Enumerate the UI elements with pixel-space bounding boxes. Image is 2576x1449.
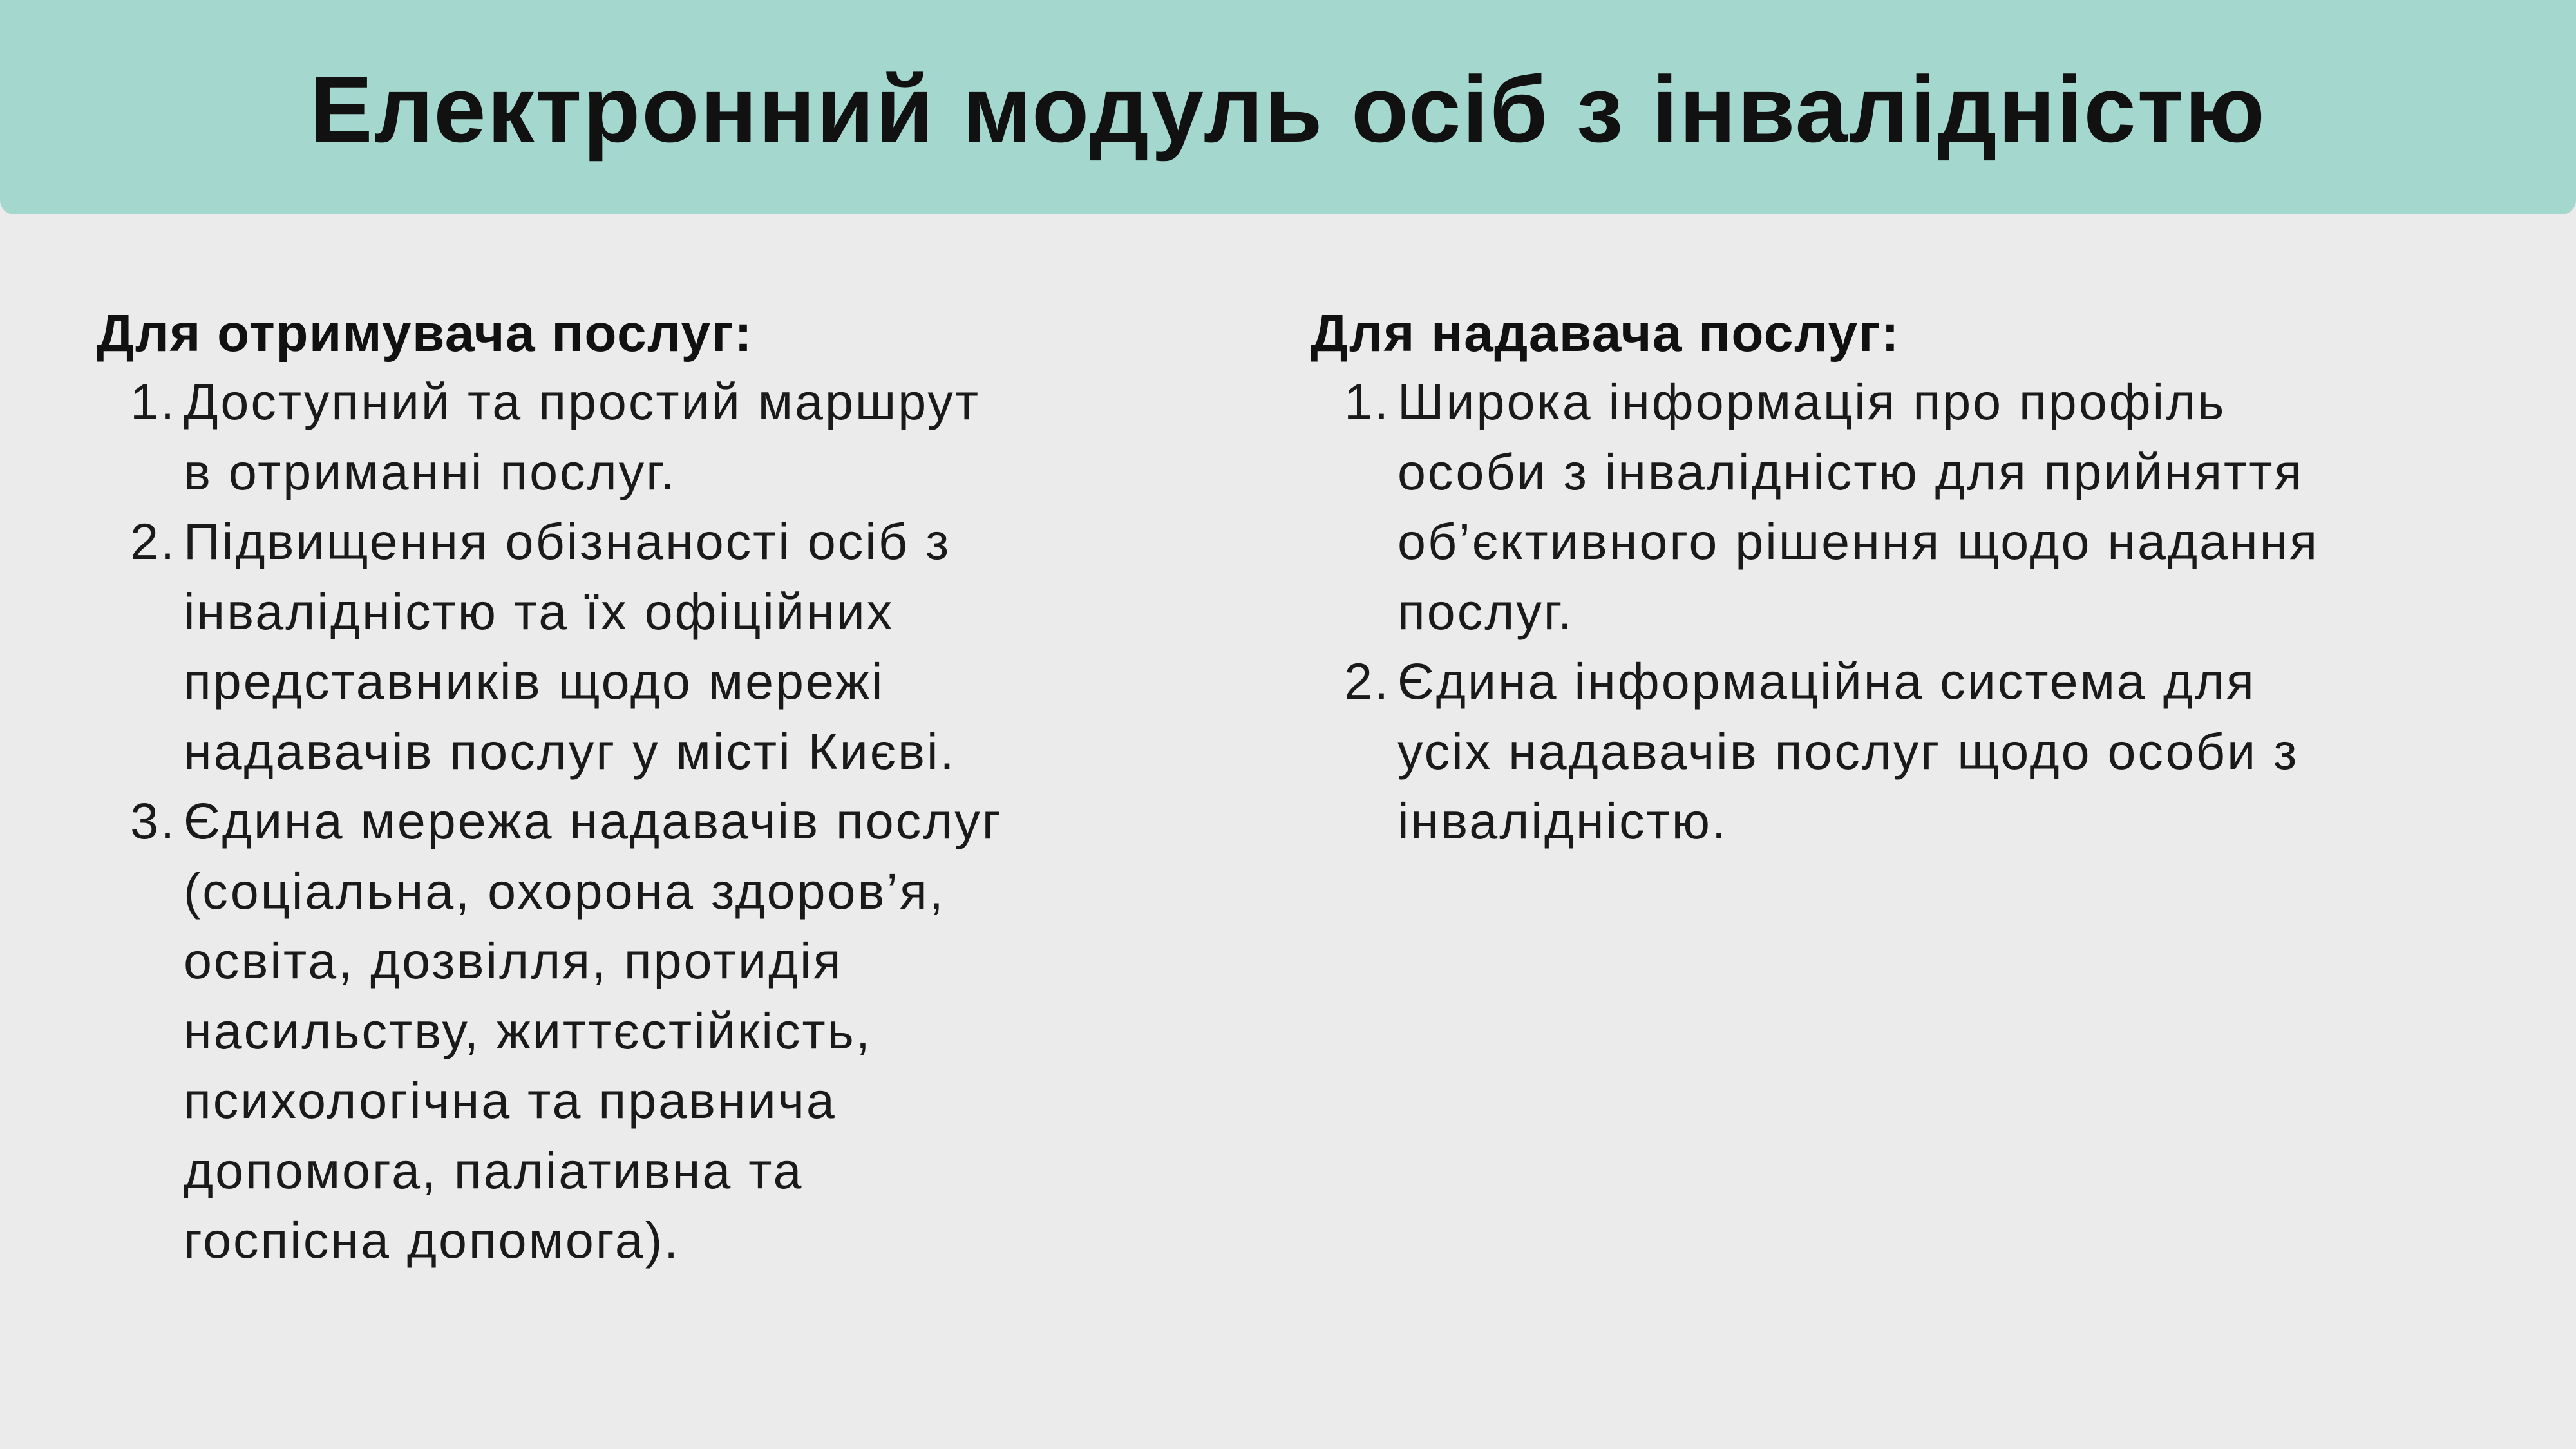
list-item-line: послуг. — [1397, 582, 1574, 640]
page-title: Електронний модуль осіб з інвалідністю — [310, 57, 2266, 162]
list-item-number: 3. — [130, 792, 176, 849]
list-item-line: об’єктивного рішення щодо надання — [1397, 513, 2320, 570]
list-item-line: інвалідністю. — [1397, 792, 1728, 849]
list-item-line: надавачів послуг у місті Києві. — [184, 722, 956, 780]
recipient-column — [97, 299, 1256, 1276]
list-item — [97, 786, 1256, 1276]
list-item-line: Широка інформація про профіль — [1397, 373, 2226, 430]
list-item-line: насильству, життєстійкість, — [184, 1001, 872, 1059]
list-item-number: 1. — [1344, 373, 1390, 430]
list-item-line: в отриманні послуг. — [184, 442, 677, 500]
list-item-line: представників щодо мережі — [184, 652, 885, 710]
list-item-line: Єдина мережа надавачів послуг — [184, 792, 1003, 849]
recipient-heading: Для отримувача послуг: — [97, 304, 753, 363]
list-item — [97, 507, 1256, 786]
list-item-line: Доступний та простий маршрут — [184, 373, 981, 430]
list-item-line: усіх надавачів послуг щодо особи з — [1397, 722, 2299, 780]
provider-list — [1311, 367, 2534, 857]
provider-heading: Для надавача послуг: — [1311, 304, 1900, 363]
provider-column — [1311, 299, 2534, 857]
list-item-line: Єдина інформаційна система для — [1397, 652, 2256, 710]
list-item-line: Підвищення обізнаності осіб з — [184, 513, 951, 570]
list-item-line: госпісна допомога). — [184, 1211, 681, 1269]
list-item-line: допомога, паліативна та — [184, 1141, 804, 1199]
recipient-list — [97, 367, 1256, 1276]
list-item-line: особи з інвалідністю для прийняття — [1397, 442, 2304, 500]
list-item — [1311, 367, 2534, 647]
list-item-line: психологічна та правнича — [184, 1072, 837, 1129]
list-item-number: 1. — [130, 373, 176, 430]
list-item-number: 2. — [130, 513, 176, 570]
list-item-line: освіта, дозвілля, протидія — [184, 932, 843, 989]
header-banner — [0, 0, 2576, 214]
list-item — [97, 367, 1256, 507]
list-item-number: 2. — [1344, 652, 1390, 710]
list-item-line: інвалідністю та їх офіційних — [184, 582, 895, 640]
list-item-line: (соціальна, охорона здоров’я, — [184, 862, 945, 920]
list-item — [1311, 647, 2534, 857]
